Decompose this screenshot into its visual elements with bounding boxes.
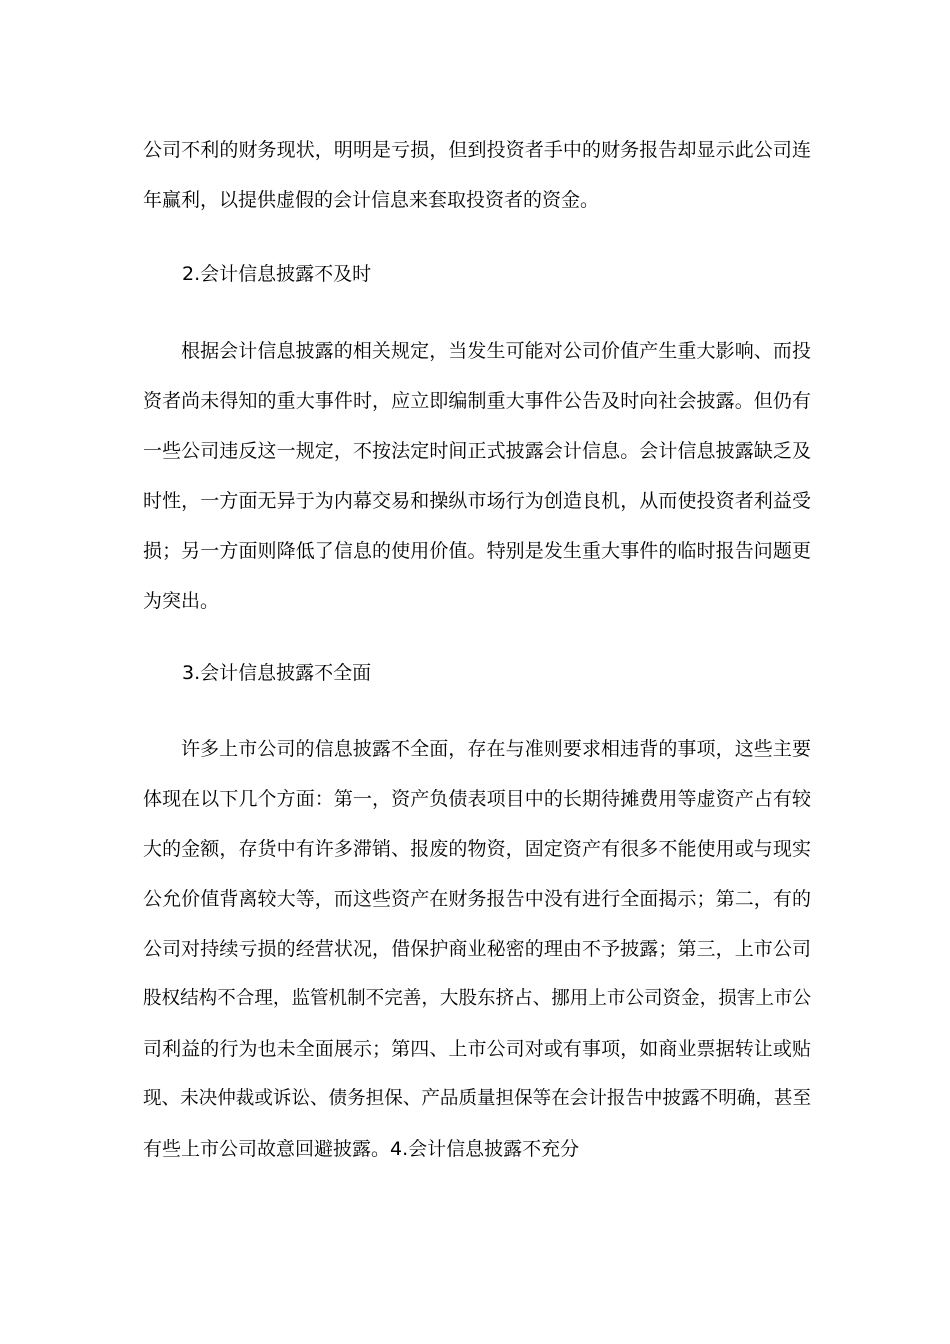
paragraph-line: 股权结构不合理，监管机制不完善，大股东挤占、挪用上市公司资金，损害上市公	[143, 988, 811, 1009]
section-heading-2: 2.会计信息披露不及时	[182, 263, 372, 285]
paragraph-line: 损；另一方面则降低了信息的使用价值。特别是发生重大事件的临时报告问题更	[143, 540, 811, 562]
paragraph-line: 时性，一方面无异于为内幕交易和操纵市场行为创造良机，从而使投资者利益受	[143, 490, 811, 512]
paragraph-line: 公司对持续亏损的经营状况，借保护商业秘密的理由不予披露；第三，上市公司	[143, 938, 811, 960]
paragraph-line: 根据会计信息披露的相关规定，当发生可能对公司价值产生重大影响、而投	[181, 340, 811, 362]
paragraph-line: 有些上市公司故意回避披露。4.会计信息披露不充分	[143, 1138, 580, 1160]
paragraph-line: 体现在以下几个方面：第一，资产负债表项目中的长期待摊费用等虚资产占有较	[143, 788, 811, 810]
paragraph-line: 许多上市公司的信息披露不全面，存在与准则要求相违背的事项，这些主要	[181, 738, 811, 760]
paragraph-1	[143, 125, 811, 225]
paragraph-line: 公允价值背离较大等，而这些资产在财务报告中没有进行全面揭示；第二，有的	[143, 888, 811, 910]
paragraph-line: 司利益的行为也未全面展示；第四、上市公司对或有事项，如商业票据转让或贴	[143, 1038, 811, 1060]
paragraph-2	[143, 326, 811, 626]
paragraph-line: 年赢利，以提供虚假的会计信息来套取投资者的资金。	[143, 189, 600, 211]
paragraph-line: 公司不利的财务现状，明明是亏损，但到投资者手中的财务报告却显示此公司连	[143, 139, 811, 161]
paragraph-line: 现、未决仲裁或诉讼、债务担保、产品质量担保等在会计报告中披露不明确，甚至	[143, 1088, 811, 1109]
section-heading-3: 3.会计信息披露不全面	[182, 662, 372, 684]
paragraph-line: 资者尚未得知的重大事件时，应立即编制重大事件公告及时向社会披露。但仍有	[143, 390, 811, 412]
paragraph-3	[143, 724, 811, 1174]
paragraph-line: 为突出。	[143, 590, 220, 612]
paragraph-line: 一些公司违反这一规定，不按法定时间正式披露会计信息。会计信息披露缺乏及	[143, 440, 811, 462]
paragraph-line: 大的金额，存货中有许多滞销、报废的物资，固定资产有很多不能使用或与现实	[143, 838, 811, 860]
